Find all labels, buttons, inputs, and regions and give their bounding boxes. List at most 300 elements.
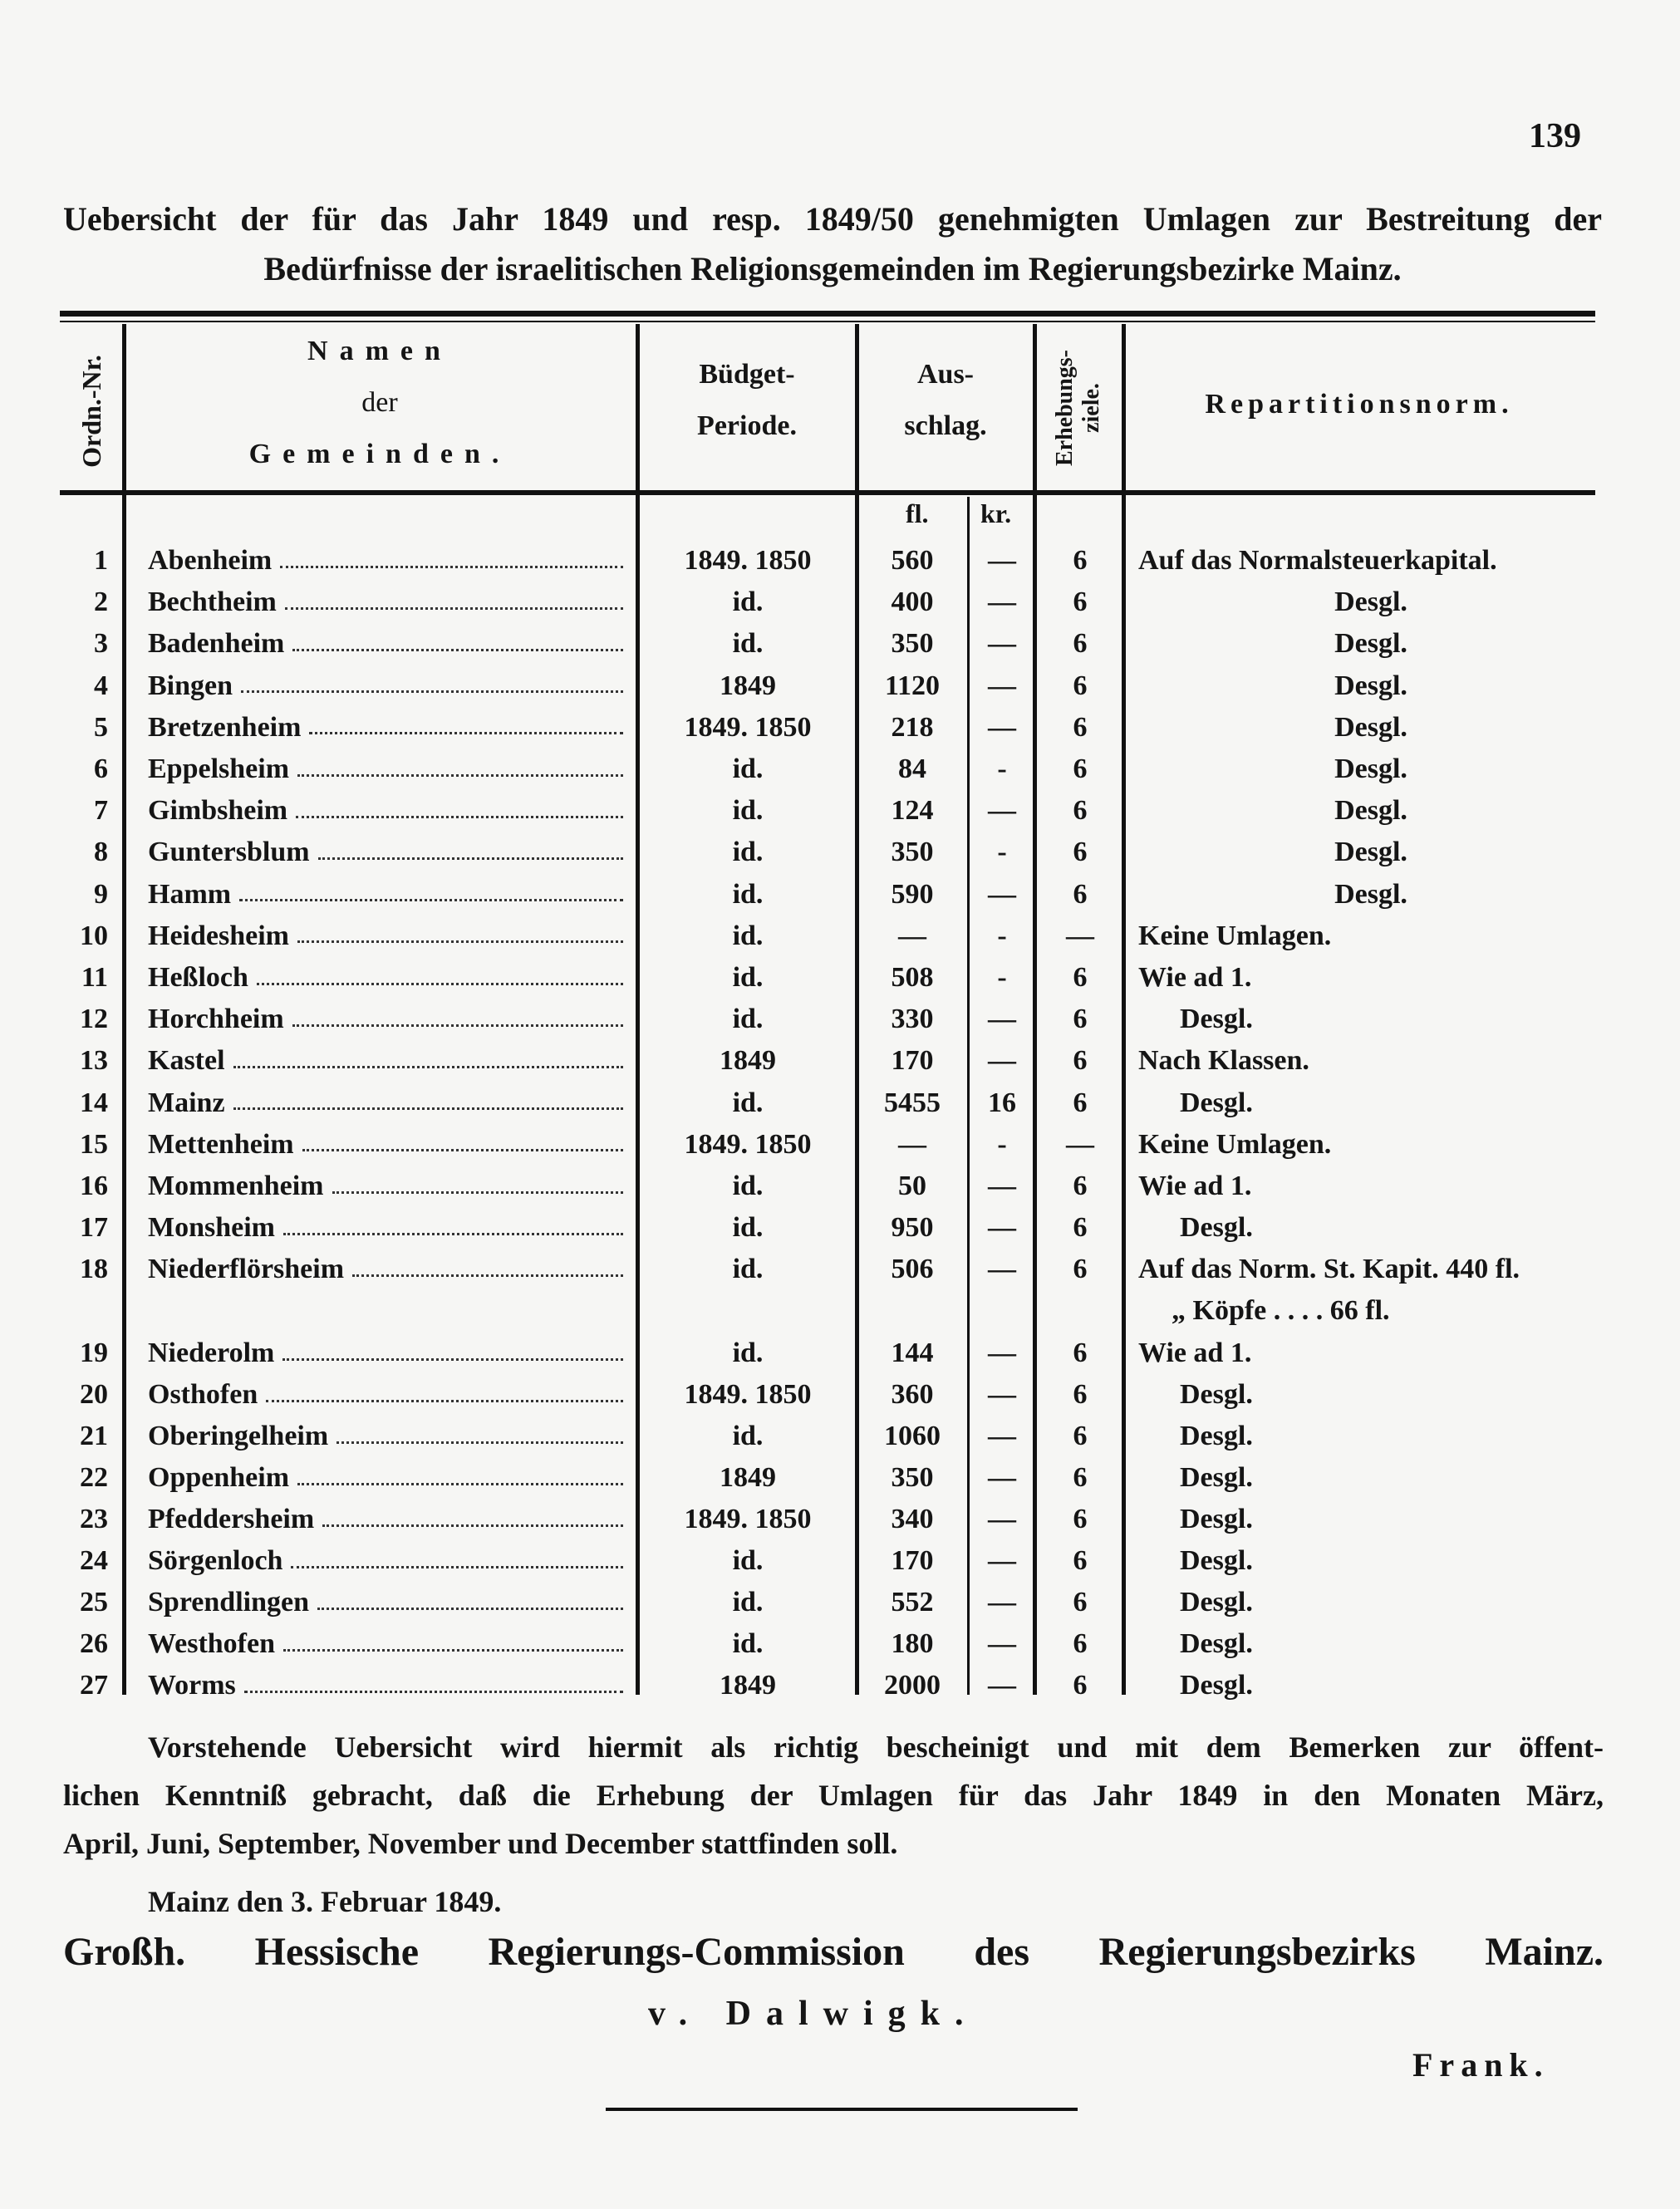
budget-period: id. [732, 1421, 764, 1451]
row-number: 13 [80, 1045, 108, 1077]
collection-terms: 6 [1073, 795, 1088, 827]
repartition-norm: Desgl. [1334, 587, 1407, 618]
community-name [148, 1209, 623, 1247]
collection-terms: 6 [1073, 711, 1088, 743]
leader-dots [291, 1566, 623, 1568]
repartition-norm: Desgl. [1180, 1628, 1253, 1659]
leader-dots [233, 1066, 623, 1068]
table-row [0, 1542, 1680, 1583]
table-row [0, 625, 1680, 666]
row-number: 21 [80, 1421, 108, 1451]
amount-fl: 170 [891, 1545, 934, 1576]
table-row [0, 667, 1680, 709]
leader-dots [302, 1149, 623, 1151]
table-row [0, 1459, 1680, 1500]
budget-period: id. [732, 795, 764, 827]
table-row [0, 876, 1680, 917]
leader-dots [266, 1400, 623, 1402]
budget-period: 1849 [720, 670, 776, 701]
footer-line-1: Vorstehende Uebersicht wird hiermit als richtig bescheinigt und mit dem Bemerken zur öffent- [148, 1730, 1604, 1764]
budget-period: id. [732, 1338, 764, 1368]
budget-period: 1849. 1850 [684, 711, 812, 743]
amount-fl: 950 [891, 1212, 934, 1244]
table-row [0, 959, 1680, 1000]
amount-kr: — [988, 1462, 1016, 1493]
amount-kr: - [997, 920, 1007, 951]
community-name-text: Bechtheim [148, 587, 277, 618]
leader-dots [241, 690, 623, 693]
amount-fl: 124 [891, 795, 934, 827]
amount-fl: 50 [898, 1171, 926, 1201]
community-name-text: Bretzenheim [148, 711, 302, 743]
community-name [148, 750, 623, 788]
amount-kr: — [988, 628, 1016, 660]
amount-fl: 5455 [884, 1087, 941, 1118]
row-number: 27 [80, 1670, 108, 1701]
table-row [0, 1126, 1680, 1167]
budget-period: id. [732, 920, 764, 951]
leader-dots [352, 1274, 623, 1277]
amount-kr: — [988, 1545, 1016, 1576]
amount-fl: 506 [891, 1254, 934, 1285]
community-name-text: Osthofen [148, 1379, 258, 1410]
amount-kr: — [988, 1171, 1016, 1201]
community-name [148, 1667, 623, 1705]
amount-kr: - [997, 962, 1007, 993]
community-name-text: Gimbsheim [148, 795, 288, 827]
community-name [148, 1583, 623, 1622]
budget-period: 1849 [720, 1462, 776, 1493]
table-row [0, 1417, 1680, 1459]
budget-period: id. [732, 754, 764, 784]
community-name [148, 1334, 623, 1372]
amount-fl: — [898, 1128, 926, 1160]
community-name-text: Guntersblum [148, 837, 310, 868]
amount-kr: - [997, 1128, 1007, 1160]
repartition-norm: Desgl. [1180, 1587, 1253, 1617]
row-number: 5 [94, 711, 108, 743]
amount-kr: — [988, 1504, 1016, 1534]
leader-dots [283, 1649, 623, 1652]
community-name-text: Sprendlingen [148, 1587, 310, 1617]
leader-dots [309, 732, 623, 734]
repartition-norm: Desgl. [1180, 1004, 1253, 1035]
leader-dots [336, 1441, 623, 1444]
signature: v. Dalwigk. [648, 1995, 979, 2033]
amount-fl: 560 [891, 545, 934, 576]
header-names-2: der [361, 387, 398, 418]
collection-terms: 6 [1073, 670, 1088, 701]
repartition-norm: Nach Klassen. [1138, 1045, 1309, 1077]
header-names-1: Namen [307, 336, 452, 366]
table-row [0, 709, 1680, 750]
row-number: 4 [94, 670, 108, 701]
community-name-text: Heidesheim [148, 920, 289, 951]
amount-kr: — [988, 711, 1016, 743]
community-name-text: Oberingelheim [148, 1421, 329, 1451]
amount-fl: 180 [891, 1628, 934, 1659]
amount-kr: — [988, 1628, 1016, 1659]
leader-dots [297, 1483, 623, 1485]
collection-terms: 6 [1073, 1504, 1088, 1534]
community-name [148, 876, 623, 914]
amount-kr: — [988, 1338, 1016, 1368]
leader-dots [285, 607, 623, 610]
collection-terms: 6 [1073, 1212, 1088, 1244]
title-line-1: Uebersicht der für das Jahr 1849 und resp. 1849/50 genehmigten Umlagen zur Bestreitung der [63, 200, 1602, 238]
community-name-text: Mainz [148, 1087, 225, 1118]
community-name [148, 917, 623, 955]
amount-kr: — [988, 587, 1016, 618]
repartition-norm: Desgl. [1334, 711, 1407, 743]
leader-dots [322, 1524, 623, 1527]
budget-period: id. [732, 1545, 764, 1576]
header-erhebungsziele [1039, 329, 1118, 487]
table-row [0, 1250, 1680, 1327]
row-number: 9 [94, 878, 108, 910]
row-number: 8 [94, 837, 108, 868]
row-number: 10 [80, 920, 108, 951]
budget-period: 1849. 1850 [684, 1504, 812, 1534]
collection-terms: 6 [1073, 545, 1088, 576]
community-name-text: Bingen [148, 670, 233, 701]
amount-fl: 350 [891, 628, 934, 660]
repartition-norm: Desgl. [1334, 795, 1407, 827]
community-name [148, 1042, 623, 1080]
collection-terms: 6 [1073, 837, 1088, 868]
collection-terms: — [1066, 1128, 1094, 1160]
community-name-text: Mettenheim [148, 1128, 294, 1160]
row-number: 16 [80, 1171, 108, 1201]
table-top-thin-rule [60, 321, 1595, 322]
budget-period: id. [732, 1004, 764, 1035]
repartition-norm: Keine Umlagen. [1138, 1128, 1332, 1160]
collection-terms: 6 [1073, 1587, 1088, 1617]
amount-fl: 218 [891, 711, 934, 743]
collection-terms: 6 [1073, 1545, 1088, 1576]
community-name [148, 1167, 623, 1205]
repartition-norm: Desgl. [1180, 1212, 1253, 1244]
header-ordn-nr [66, 332, 116, 490]
table-row [0, 583, 1680, 625]
community-name [148, 1625, 623, 1663]
header-period-2: Periode. [697, 410, 797, 441]
amount-fl: 508 [891, 962, 934, 993]
row-number: 14 [80, 1087, 108, 1118]
community-name-text: Monsheim [148, 1212, 275, 1244]
community-name-text: Mommenheim [148, 1171, 324, 1201]
collection-terms: 6 [1073, 1338, 1088, 1368]
budget-period: 1849 [720, 1045, 776, 1077]
amount-fl: 350 [891, 837, 934, 868]
header-aus-1: Aus- [916, 359, 975, 390]
amount-fl: 1120 [884, 670, 941, 701]
header-norm: Repartitionsnorm. [1205, 389, 1514, 420]
budget-period: id. [732, 1087, 764, 1118]
repartition-norm: Desgl. [1180, 1087, 1253, 1118]
closing-rule [606, 2108, 1078, 2111]
community-name-text: Heßloch [148, 962, 248, 993]
amount-kr: — [988, 670, 1016, 701]
collection-terms: 6 [1073, 754, 1088, 784]
leader-dots [332, 1191, 623, 1194]
collection-terms: 6 [1073, 1628, 1088, 1659]
table-top-rule [60, 311, 1595, 317]
community-name [148, 625, 623, 663]
header-names [126, 326, 633, 480]
amount-kr: — [988, 1587, 1016, 1617]
leader-dots [297, 940, 623, 943]
repartition-norm: Desgl. [1334, 878, 1407, 910]
community-name-text: Pfeddersheim [148, 1504, 315, 1534]
repartition-norm: Desgl. [1180, 1421, 1253, 1451]
repartition-norm: Desgl. [1180, 1379, 1253, 1410]
amount-fl: 400 [891, 587, 934, 618]
collection-terms: 6 [1073, 1254, 1088, 1285]
community-name [148, 1084, 623, 1122]
budget-period: id. [732, 837, 764, 868]
header-period-1: Büdget- [699, 359, 795, 390]
amount-fl: 340 [891, 1504, 934, 1534]
table-row [0, 1667, 1680, 1708]
amount-kr: — [988, 545, 1016, 576]
community-name-text: Sörgenloch [148, 1545, 283, 1576]
row-number: 20 [80, 1379, 108, 1410]
leader-dots [296, 816, 623, 818]
collection-terms: 6 [1073, 587, 1088, 618]
leader-dots [283, 1233, 623, 1235]
community-name-text: Niederolm [148, 1338, 275, 1368]
repartition-norm: Desgl. [1180, 1504, 1253, 1534]
table-row [0, 1625, 1680, 1667]
amount-fl: 360 [891, 1379, 934, 1410]
leader-dots [282, 1358, 623, 1361]
header-kr: kr. [980, 498, 1012, 528]
row-number: 6 [94, 754, 108, 784]
community-name [148, 792, 623, 830]
row-number: 1 [94, 545, 108, 576]
amount-fl: 1060 [884, 1421, 941, 1451]
countersignature: Frank. [1412, 2046, 1550, 2084]
budget-period: id. [732, 628, 764, 660]
leader-dots [280, 566, 623, 568]
repartition-norm: Desgl. [1180, 1462, 1253, 1493]
collection-terms: 6 [1073, 1171, 1088, 1201]
amount-fl: 330 [891, 1004, 934, 1035]
header-names-3: Gemeinden. [248, 439, 511, 469]
community-name-text: Eppelsheim [148, 754, 290, 784]
leader-dots [292, 649, 623, 651]
collection-terms: 6 [1073, 1462, 1088, 1493]
table-row [0, 1042, 1680, 1083]
row-number: 11 [81, 962, 108, 993]
row-number: 26 [80, 1628, 108, 1659]
repartition-norm: Auf das Normalsteuerkapital. [1138, 545, 1497, 576]
table-row [0, 542, 1680, 583]
title-line-2: Bedürfnisse der israelitischen Religionsgemeinden im Regierungsbezirke Mainz. [263, 250, 1402, 287]
table-row [0, 1334, 1680, 1376]
community-name-text: Badenheim [148, 628, 285, 660]
amount-fl: 84 [898, 754, 926, 784]
header-ordn-label: Ordn.-Nr. [76, 355, 106, 468]
amount-fl: 144 [891, 1338, 934, 1368]
community-name [148, 959, 623, 997]
amount-fl: — [898, 920, 926, 951]
community-name [148, 1376, 623, 1414]
table-row [0, 750, 1680, 792]
repartition-norm: Wie ad 1. [1138, 1338, 1252, 1368]
amount-fl: 170 [891, 1045, 934, 1077]
amount-kr: 16 [988, 1087, 1016, 1118]
community-name [148, 1000, 623, 1038]
budget-period: id. [732, 962, 764, 993]
repartition-norm: Keine Umlagen. [1138, 920, 1332, 951]
amount-kr: - [997, 837, 1007, 868]
table-row [0, 1209, 1680, 1250]
leader-dots [239, 899, 623, 901]
budget-period: id. [732, 1171, 764, 1201]
community-name-text: Kastel [148, 1045, 225, 1077]
community-name-text: Hamm [148, 878, 232, 910]
community-name [148, 833, 623, 871]
community-name [148, 583, 623, 621]
collection-terms: 6 [1073, 628, 1088, 660]
amount-kr: — [988, 1212, 1016, 1244]
community-name [148, 1542, 623, 1580]
community-name-text: Abenheim [148, 545, 273, 576]
community-name-text: Oppenheim [148, 1462, 290, 1493]
amount-kr: — [988, 1379, 1016, 1410]
community-name-text: Niederflörsheim [148, 1254, 345, 1285]
leader-dots [233, 1107, 623, 1110]
repartition-norm: Desgl. [1180, 1670, 1253, 1701]
budget-period: id. [732, 1212, 764, 1244]
community-name-text: Worms [148, 1670, 236, 1701]
repartition-norm: Wie ad 1. [1138, 962, 1252, 993]
budget-period: 1849. 1850 [684, 545, 812, 576]
community-name-text: Westhofen [148, 1628, 275, 1659]
amount-kr: — [988, 878, 1016, 910]
amount-fl: 350 [891, 1462, 934, 1493]
row-number: 7 [94, 795, 108, 827]
header-fl: fl. [906, 498, 929, 528]
table-row [0, 833, 1680, 875]
table-row [0, 1500, 1680, 1542]
table-row [0, 1084, 1680, 1126]
community-name [148, 1250, 623, 1289]
leader-dots [317, 1608, 623, 1610]
header-aus-2: schlag. [904, 410, 987, 441]
budget-period: id. [732, 1587, 764, 1617]
amount-fl: 590 [891, 878, 934, 910]
community-name [148, 709, 623, 747]
repartition-norm: Desgl. [1334, 670, 1407, 701]
header-bottom-rule [60, 490, 1595, 495]
community-name [148, 1126, 623, 1164]
leader-dots [297, 774, 623, 777]
repartition-norm: Desgl. [1334, 628, 1407, 660]
amount-fl: 552 [891, 1587, 934, 1617]
row-number: 23 [80, 1504, 108, 1534]
amount-kr: - [997, 754, 1007, 784]
collection-terms: 6 [1073, 1087, 1088, 1118]
community-name [148, 1459, 623, 1497]
collection-terms: 6 [1073, 962, 1088, 993]
collection-terms: 6 [1073, 878, 1088, 910]
table-row [0, 1583, 1680, 1625]
collection-terms: 6 [1073, 1045, 1088, 1077]
budget-period: id. [732, 878, 764, 910]
leader-dots [318, 857, 623, 860]
leader-dots [257, 983, 623, 985]
row-number: 15 [80, 1128, 108, 1160]
repartition-norm: Auf das Norm. St. Kapit. 440 fl. [1138, 1254, 1520, 1285]
header-period [640, 349, 854, 452]
collection-terms: — [1066, 920, 1094, 951]
row-number: 25 [80, 1587, 108, 1617]
collection-terms: 6 [1073, 1379, 1088, 1410]
community-name [148, 542, 623, 580]
community-name [148, 1500, 623, 1539]
table-row [0, 792, 1680, 833]
amount-fl: 2000 [884, 1670, 941, 1701]
repartition-norm: Desgl. [1334, 837, 1407, 868]
footer-line-3: April, Juni, September, November und December stattfinden soll. [63, 1827, 898, 1860]
leader-dots [292, 1024, 623, 1027]
amount-kr: — [988, 1045, 1016, 1077]
row-number: 12 [80, 1004, 108, 1035]
table-row [0, 1376, 1680, 1417]
budget-period: 1849. 1850 [684, 1128, 812, 1160]
budget-period: 1849 [720, 1670, 776, 1701]
budget-period: 1849. 1850 [684, 1379, 812, 1410]
budget-period: id. [732, 1254, 764, 1285]
header-ausschlag [859, 349, 1032, 452]
row-number: 2 [94, 587, 108, 618]
table-row [0, 917, 1680, 959]
community-name-text: Horchheim [148, 1004, 284, 1035]
collection-terms: 6 [1073, 1004, 1088, 1035]
community-name [148, 667, 623, 705]
row-number: 22 [80, 1462, 108, 1493]
footer-line-2: lichen Kenntniß gebracht, daß die Erhebung der Umlagen für das Jahr 1849 in den Monaten März, [63, 1779, 1604, 1812]
row-number: 24 [80, 1545, 108, 1576]
table-row [0, 1167, 1680, 1209]
repartition-norm: Desgl. [1334, 754, 1407, 784]
row-number: 17 [80, 1212, 108, 1244]
repartition-norm: Desgl. [1180, 1545, 1253, 1576]
row-number: 18 [80, 1254, 108, 1285]
repartition-norm: Wie ad 1. [1138, 1171, 1252, 1201]
collection-terms: 6 [1073, 1421, 1088, 1451]
amount-kr: — [988, 1254, 1016, 1285]
amount-kr: — [988, 1421, 1016, 1451]
amount-kr: — [988, 1670, 1016, 1701]
repartition-norm-continued: „ Köpfe . . . . 66 fl. [1172, 1295, 1390, 1327]
amount-kr: — [988, 1004, 1016, 1035]
table-row [0, 1000, 1680, 1042]
header-ziele-label: Erhebungs-ziele. [1052, 349, 1104, 467]
page-number: 139 [1529, 117, 1581, 155]
budget-period: id. [732, 1628, 764, 1659]
footer-date: Mainz den 3. Februar 1849. [148, 1885, 502, 1918]
leader-dots [244, 1691, 623, 1693]
amount-kr: — [988, 795, 1016, 827]
community-name [148, 1417, 623, 1455]
collection-terms: 6 [1073, 1670, 1088, 1701]
authority: Großh. Hessische Regierungs-Commission des Regierungsbezirks Mainz. [63, 1930, 1604, 1974]
row-number: 3 [94, 628, 108, 660]
